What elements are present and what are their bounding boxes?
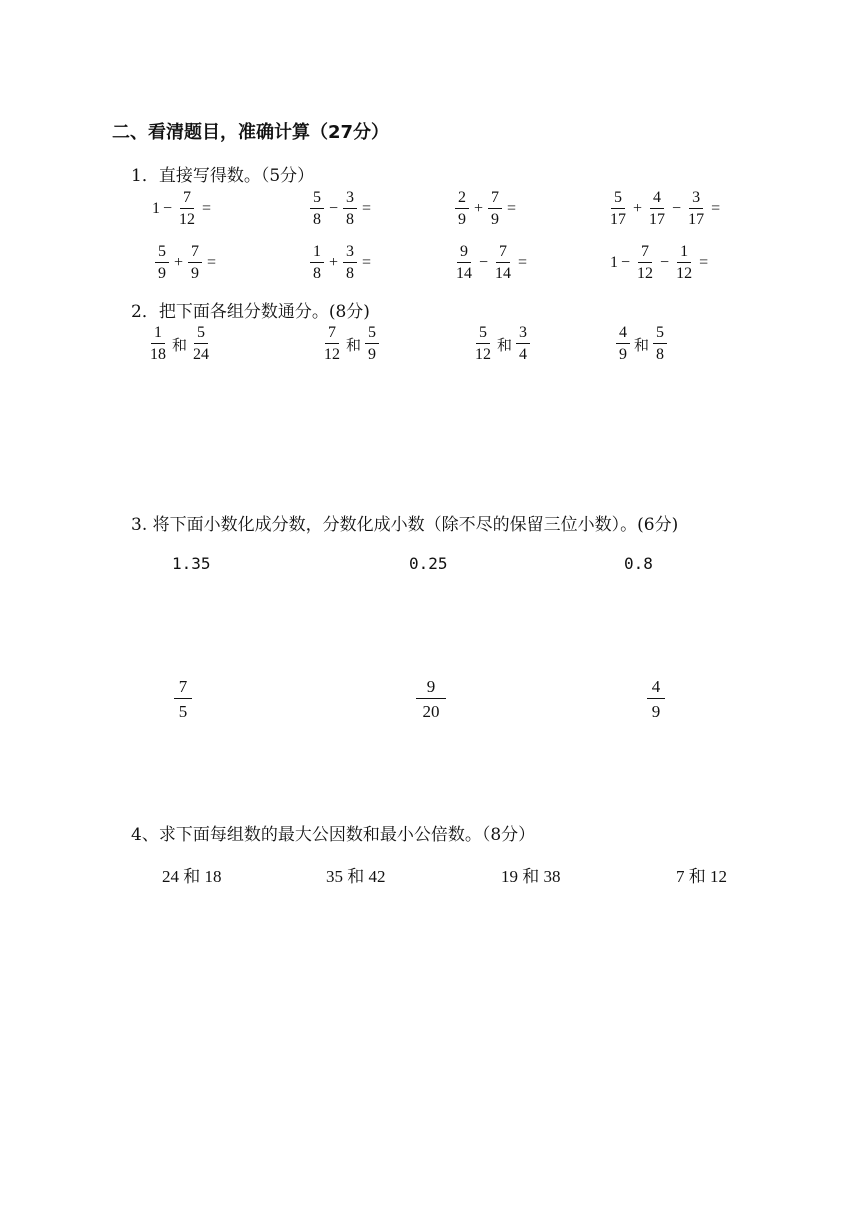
fraction: $\frac{7}{5}$ (174, 678, 192, 720)
question-4-label: 4、求下面每组数的最大公因数和最小公倍数。（8分） (131, 825, 536, 845)
equals-sign: = (202, 200, 212, 217)
operator: − (672, 200, 682, 217)
q2-pair-2 (320, 325, 381, 363)
fraction: $\frac{5}{9}$ (365, 325, 379, 363)
q2-pair-3 (471, 325, 532, 363)
operator: − (163, 200, 173, 217)
equals-sign: = (711, 200, 721, 217)
q2-pair-1 (146, 325, 213, 363)
fraction: $\frac{1}{12}$ (676, 243, 693, 282)
q3-fraction-3 (645, 678, 667, 720)
fraction: $\frac{3}{8}$ (343, 244, 357, 282)
fraction: $\frac{7}{14}$ (495, 243, 512, 282)
fraction: $\frac{7}{9}$ (488, 190, 502, 228)
q3-fraction-2 (414, 678, 448, 720)
operator: + (633, 200, 643, 217)
equals-sign: = (362, 254, 372, 271)
fraction: $\frac{5}{17}$ (610, 189, 626, 228)
fraction: $\frac{1}{8}$ (310, 244, 324, 282)
fraction: $\frac{7}{12}$ (179, 189, 196, 228)
number-pair: 24 和 18 (162, 867, 222, 886)
operator: + (174, 254, 184, 271)
q3-fraction-1 (172, 678, 194, 720)
fraction: $\frac{9}{20}$ (416, 678, 446, 720)
fraction: $\frac{4}{9}$ (647, 678, 665, 720)
number-pair: 7 和 12 (676, 867, 727, 886)
q1-expr-r1-d (606, 190, 723, 228)
decimal-value: 0.25 (409, 554, 448, 573)
equals-sign: = (507, 200, 517, 217)
and-word: 和 (346, 335, 362, 354)
q1-expr-r1-b (308, 190, 374, 228)
fraction: $\frac{1}{18}$ (150, 324, 166, 363)
fraction: $\frac{3}{4}$ (516, 325, 530, 363)
fraction: $\frac{4}{9}$ (616, 325, 630, 363)
decimal-value: 1.35 (172, 554, 211, 573)
operator: − (329, 200, 339, 217)
number-pair: 19 和 38 (501, 867, 561, 886)
section-title: 二、看清题目，准确计算（27分） (112, 122, 390, 143)
q1-expr-r2-c (452, 244, 530, 282)
fraction: $\frac{7}{9}$ (188, 244, 202, 282)
equals-sign: = (518, 254, 528, 271)
decimal-value: 0.8 (624, 554, 653, 573)
fraction: $\frac{4}{17}$ (649, 189, 666, 228)
q2-pair-4 (614, 325, 669, 363)
fraction: $\frac{5}{8}$ (310, 190, 324, 228)
equals-sign: = (699, 254, 709, 271)
q1-expr-r2-b (308, 244, 374, 282)
and-word: 和 (172, 335, 188, 354)
q1-expr-r1-a (152, 190, 214, 228)
question-2-label: 2．把下面各组分数通分。(8分) (131, 302, 370, 322)
and-word: 和 (497, 335, 513, 354)
fraction: $\frac{3}{8}$ (343, 190, 357, 228)
number-pair: 35 和 42 (326, 867, 386, 886)
operator: − (479, 254, 489, 271)
q1-expr-r2-a (153, 244, 219, 282)
q1-expr-r1-c (453, 190, 519, 228)
operator: + (329, 254, 339, 271)
operator: − (660, 254, 670, 271)
fraction: $\frac{5}{12}$ (475, 324, 491, 363)
fraction: $\frac{9}{14}$ (456, 243, 472, 282)
equals-sign: = (362, 200, 372, 217)
question-3-label: 3. 将下面小数化成分数，分数化成小数（除不尽的保留三位小数）。(6分) (131, 515, 679, 535)
fraction: $\frac{5}{9}$ (155, 244, 169, 282)
whole-number: 1 (610, 254, 618, 271)
fraction: $\frac{7}{12}$ (324, 324, 340, 363)
fraction: $\frac{3}{17}$ (688, 189, 705, 228)
question-1-label: 1．直接写得数。（5分） (131, 166, 315, 186)
q1-expr-r2-d (610, 244, 711, 282)
fraction: $\frac{5}{24}$ (193, 324, 210, 363)
and-word: 和 (634, 335, 650, 354)
operator: + (474, 200, 484, 217)
fraction: $\frac{5}{8}$ (653, 325, 667, 363)
fraction: $\frac{2}{9}$ (455, 190, 469, 228)
equals-sign: = (207, 254, 217, 271)
whole-number: 1 (152, 200, 160, 217)
operator: − (621, 254, 631, 271)
fraction: $\frac{7}{12}$ (637, 243, 654, 282)
